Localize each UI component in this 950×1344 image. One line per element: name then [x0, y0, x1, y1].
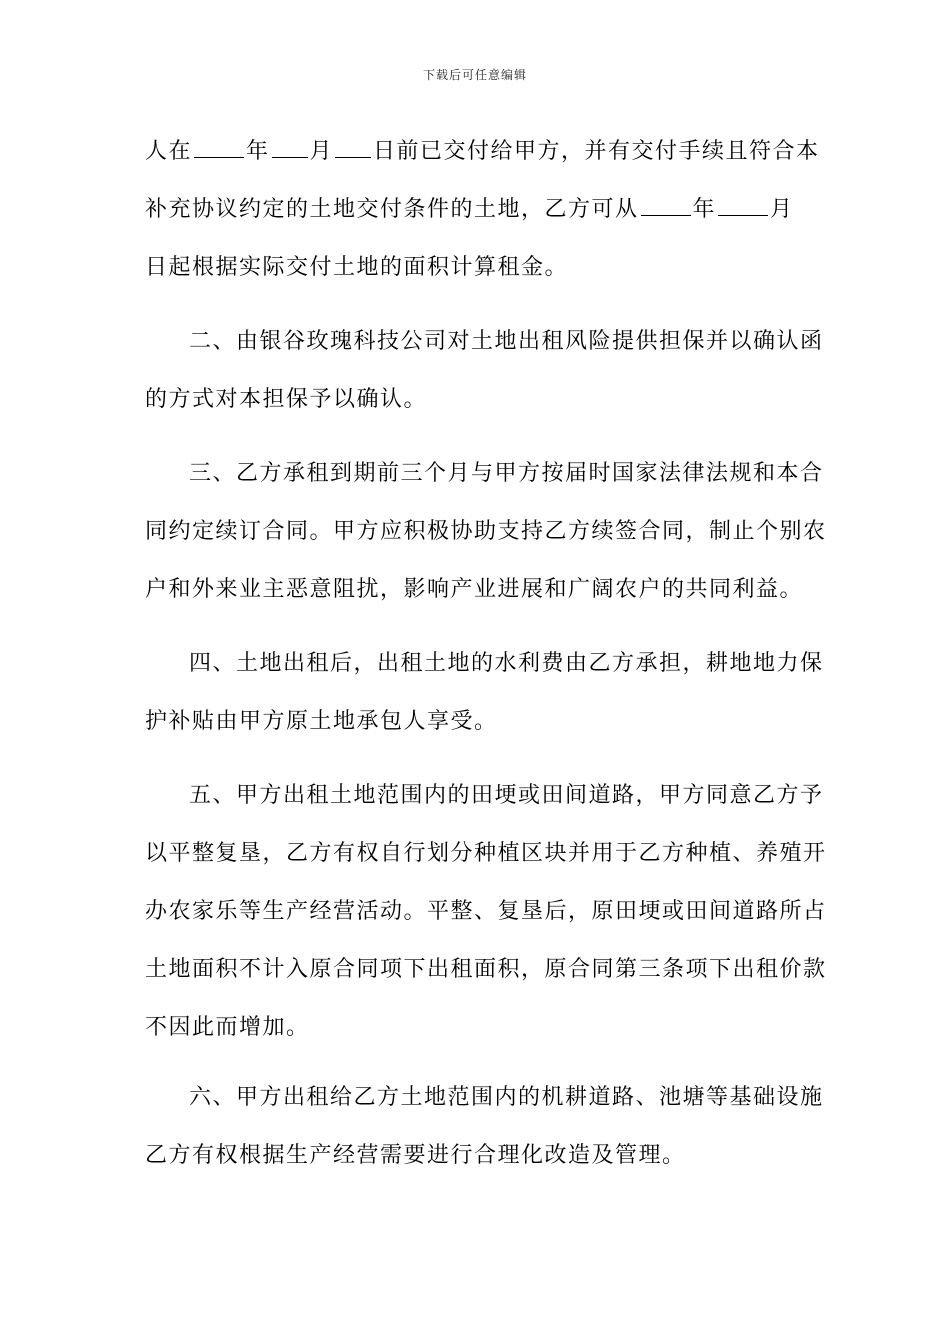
text-segment: 年 [692, 197, 717, 222]
text-line: 二、由银谷玫瑰科技公司对土地出租风险提供担保并以确认函 [189, 329, 824, 354]
text-segment: 补充协议约定的土地交付条件的土地，乙方可从 [145, 197, 639, 222]
paragraph-clause-6 [145, 1076, 824, 1192]
paragraph-delivery-date [145, 130, 820, 304]
text-line: 土地面积不计入原合同项下出租面积，原合同第三条项下出租价款 [145, 957, 827, 982]
paragraph-clause-4 [145, 642, 824, 758]
blank-year-field [641, 189, 691, 216]
text-segment: 月 [309, 139, 334, 164]
text-line: 乙方有权根据生产经营需要进行合理化改造及管理。 [145, 1143, 686, 1168]
paragraph-clause-3 [145, 452, 827, 626]
text-line: 户和外来业主恶意阻扰，影响产业进展和广阔农户的共同利益。 [145, 577, 804, 602]
text-segment: 日前已交付给甲方，并有交付手续且符合本 [373, 139, 820, 164]
text-line: 护补贴由甲方原土地承包人享受。 [145, 709, 498, 734]
text-line: 六、甲方出租给乙方土地范围内的机耕道路、池塘等基础设施 [189, 1085, 824, 1110]
text-line: 日起根据实际交付土地的面积计算租金。 [145, 255, 569, 280]
paragraph-clause-5 [145, 774, 827, 1064]
text-line: 以平整复垦，乙方有权自行划分种植区块并用于乙方种植、养殖开 [145, 841, 827, 866]
text-line: 五、甲方出租土地范围内的田埂或田间道路，甲方同意乙方予 [189, 783, 824, 808]
text-segment: 月 [770, 197, 794, 222]
text-line: 不因此而增加。 [145, 1015, 310, 1040]
paragraph-clause-2 [145, 320, 824, 436]
text-line: 的方式对本担保予以确认。 [145, 387, 428, 412]
blank-day-field [335, 131, 371, 158]
text-segment: 年 [246, 139, 270, 164]
text-line [145, 188, 805, 246]
blank-month-field [718, 189, 768, 216]
blank-month-field [272, 131, 308, 158]
blank-year-field [194, 131, 244, 158]
text-segment: 人在 [145, 139, 193, 164]
page-header: 下载后可任意编辑 [422, 68, 527, 82]
document-body [145, 130, 827, 1192]
text-line: 三、乙方承租到期前三个月与甲方按届时国家法律法规和本合 [189, 461, 824, 486]
text-line: 四、土地出租后，出租土地的水利费由乙方承担，耕地地力保 [189, 651, 824, 676]
text-line: 办农家乐等生产经营活动。平整、复垦后，原田埂或田间道路所占 [145, 899, 827, 924]
text-line [145, 130, 820, 188]
text-line: 同约定续订合同。甲方应积极协助支持乙方续签合同，制止个别农 [145, 519, 827, 544]
